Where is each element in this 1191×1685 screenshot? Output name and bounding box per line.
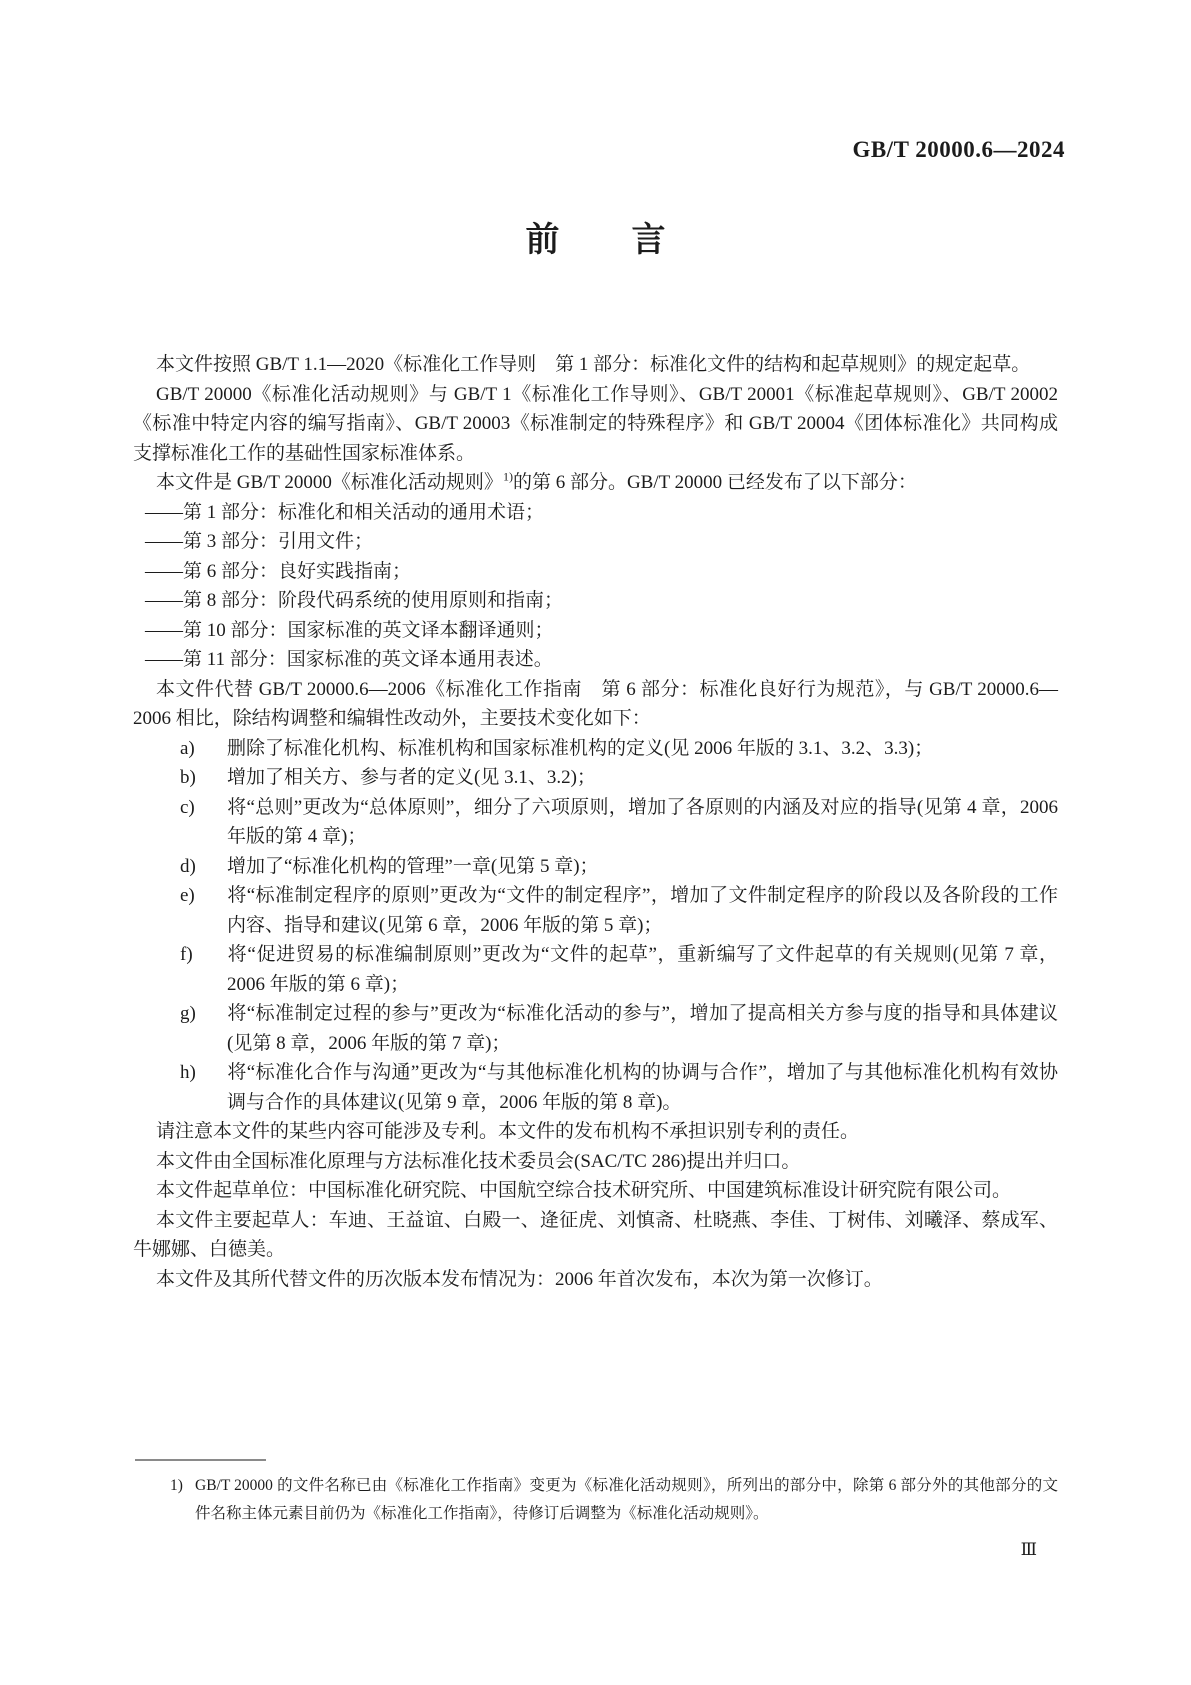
list-item-part-11: ——第 11 部分：国家标准的英文译本通用表述。 <box>145 649 553 670</box>
paragraph-patent-notice: 请注意本文件的某些内容可能涉及专利。本文件的发布机构不承担识别专利的责任。 <box>156 1121 860 1142</box>
change-text-h: 将“标准化合作与沟通”更改为“与其他标准化机构的协调与合作”，增加了与其他标准化机构有效协调与合作的具体建议(见第 9 章，2006 年版的第 8 章)。 <box>227 1062 1058 1113</box>
change-text-c: 将“总则”更改为“总体原则”，细分了六项原则，增加了各原则的内涵及对应的指导(见第 4 章，2006 年版的第 4 章)； <box>227 796 1058 847</box>
change-text-d: 增加了“标准化机构的管理”一章(见第 5 章)； <box>227 855 599 877</box>
paragraph-replacement: 本文件代替 GB/T 20000.6—2006《标准化工作指南 第 6 部分：标准化良好行为规范》，与 GB/T 20000.6—2006 相比，除结构调整和编辑性改动外，主要技术变化如下： <box>133 678 1058 729</box>
paragraph-drafters: 本文件主要起草人：车迪、王益谊、白殿一、逄征虎、刘慎斋、杜晓燕、李佳、丁树伟、刘曦泽、蔡成军、牛娜娜、白德美。 <box>133 1209 1058 1260</box>
list-item-part-6: ——第 6 部分：良好实践指南； <box>145 560 412 582</box>
footnote-text: GB/T 20000 的文件名称已由《标准化工作指南》变更为《标准化活动规则》，所列出的部分中，除第 6 部分外的其他部分的文件名称主体元素目前仍为《标准化工作指南》，待修订后调整为《标准化活动规则》。 <box>195 1477 1058 1522</box>
standard-code: GB/T 20000.6—2024 <box>852 137 1065 162</box>
paragraph-version-history: 本文件及其所代替文件的历次版本发布情况为：2006 年首次发布，本次为第一次修订。 <box>156 1268 883 1290</box>
change-item-h <box>180 1058 1058 1117</box>
paragraph-committee: 本文件由全国标准化原理与方法标准化技术委员会(SAC/TC 286)提出并归口。 <box>156 1150 801 1172</box>
change-marker-c: c) <box>180 796 195 818</box>
change-text-b: 增加了相关方、参与者的定义(见 3.1、3.2)； <box>227 767 596 788</box>
foreword-body <box>133 350 1058 1294</box>
change-text-a: 删除了标准化机构、标准机构和国家标准机构的定义(见 2006 年版的 3.1、3.2、3.3)； <box>227 737 934 759</box>
footnote-marker: 1) <box>170 1477 183 1494</box>
page-title <box>0 220 1191 261</box>
paragraph-drafting-basis: 本文件按照 GB/T 1.1—2020《标准化工作导则 第 1 部分：标准化文件的结构和起草规则》的规定起草。 <box>156 354 1031 375</box>
footnote-reference-mark: 1) <box>502 469 513 484</box>
list-item-part-3: ——第 3 部分：引用文件； <box>145 531 374 552</box>
paragraph-parts-intro <box>133 468 1058 498</box>
list-item-part-10: ——第 10 部分：国家标准的英文译本翻译通则； <box>145 619 554 641</box>
change-marker-g: g) <box>180 1003 196 1024</box>
change-item-f <box>180 940 1058 999</box>
change-marker-b: b) <box>180 767 196 788</box>
paragraph-series-overview: GB/T 20000《标准化活动规则》与 GB/T 1《标准化工作导则》、GB/T 20001《标准起草规则》、GB/T 20002《标准中特定内容的编写指南》、GB/T 20003《标准制定的特殊程序》和 GB/T 20004《团体标准化》共同构成支撑标准化工作的基础性国家标准体系。 <box>133 383 1058 464</box>
change-marker-d: d) <box>180 855 196 877</box>
title-char-second: 言 <box>631 221 666 259</box>
change-text-f: 将“促进贸易的标准编制原则”更改为“文件的起草”，重新编写了文件起草的有关规则(见第 7 章，2006 年版的第 6 章)； <box>227 944 1058 995</box>
list-item-part-8: ——第 8 部分：阶段代码系统的使用原则和指南； <box>145 590 564 611</box>
change-marker-a: a) <box>180 737 195 759</box>
change-marker-e: e) <box>180 885 195 906</box>
change-item-c <box>180 793 1058 852</box>
change-item-e <box>180 881 1058 940</box>
change-text-g: 将“标准制定过程的参与”更改为“标准化活动的参与”，增加了提高相关方参与度的指导和具体建议(见第 8 章，2006 年版的第 7 章)； <box>227 1003 1058 1054</box>
change-marker-h: h) <box>180 1062 196 1083</box>
footnote-separator <box>135 1459 266 1461</box>
page-number: Ⅲ <box>1020 1540 1037 1559</box>
footnote <box>133 1472 1058 1527</box>
list-item-part-1: ——第 1 部分：标准化和相关活动的通用术语； <box>145 501 545 523</box>
change-item-a <box>180 734 1058 764</box>
parts-intro-text-after: 的第 6 部分。GB/T 20000 已经发布了以下部分： <box>512 472 917 493</box>
change-item-b <box>180 763 1058 793</box>
change-marker-f: f) <box>180 944 193 965</box>
change-item-g <box>180 999 1058 1058</box>
parts-intro-text-before: 本文件是 GB/T 20000《标准化活动规则》 <box>156 472 503 493</box>
title-char-first: 前 <box>525 221 560 259</box>
change-item-d <box>180 852 1058 882</box>
paragraph-drafting-orgs: 本文件起草单位：中国标准化研究院、中国航空综合技术研究所、中国建筑标准设计研究院有限公司。 <box>156 1180 1012 1201</box>
change-text-e: 将“标准制定程序的原则”更改为“文件的制定程序”，增加了文件制定程序的阶段以及各阶段的工作内容、指导和建议(见第 6 章，2006 年版的第 5 章)； <box>227 885 1058 936</box>
